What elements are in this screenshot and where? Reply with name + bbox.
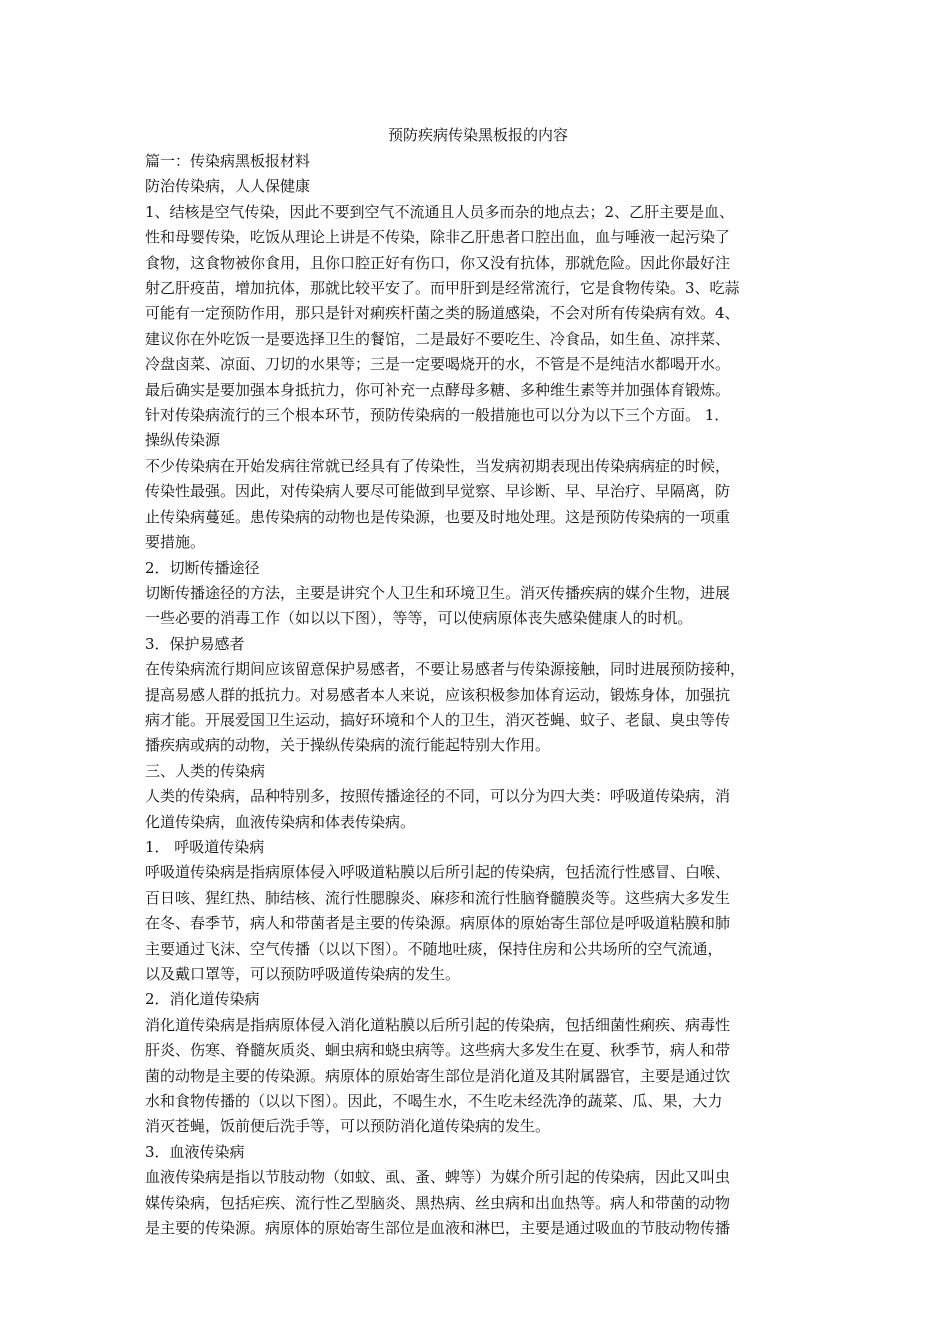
text-line: 主要通过飞沫、空气传播（以以下图）。不随地吐痰，保持住房和公共场所的空气流通，	[145, 939, 723, 958]
text-line: 止传染病蔓延。患传染病的动物也是传染源，也要及时地处理。这是预防传染病的一项重	[145, 507, 731, 526]
text-line: 3．血液传染病	[145, 1142, 245, 1161]
text-line: 防治传染病，人人保健康	[145, 177, 311, 196]
text-line: 针对传染病流行的三个根本环节，预防传染病的一般措施也可以分为以下三个方面。 1．	[145, 406, 730, 425]
text-line: 是主要的传染源。病原体的原始寄生部位是血液和淋巴，主要是通过吸血的节肢动物传播	[145, 1219, 731, 1238]
text-line: 化道传染病，血液传染病和体表传染病。	[145, 812, 416, 831]
text-line: 病才能。开展爱国卫生运动，搞好环境和个人的卫生，消灭苍蝇、蚊子、老鼠、臭虫等传	[145, 710, 731, 729]
text-line: 要措施。	[145, 533, 206, 552]
text-line: 不少传染病在开始发病往常就已经具有了传染性，当发病初期表现出传染病病症的时候，	[145, 456, 731, 475]
text-line: 冷盘卤菜、凉面、刀切的水果等；三是一定要喝烧开的水，不管是不是纯洁水都喝开水。	[145, 355, 731, 374]
text-line: 2．消化道传染病	[145, 990, 260, 1009]
text-line: 最后确实是要加强本身抵抗力，你可补充一点酵母多糖、多种维生素等并加强体育锻炼。	[145, 380, 731, 399]
text-line: 切断传播途径的方法，主要是讲究个人卫生和环境卫生。消灭传播疾病的媒介生物，进展	[145, 583, 731, 602]
text-line: 1． 呼吸道传染病	[145, 837, 265, 856]
text-line: 一些必要的消毒工作（如以以下图），等等，可以使病原体丧失感染健康人的时机。	[145, 609, 693, 628]
document-body	[145, 149, 811, 1241]
text-line: 1、结核是空气传染，因此不要到空气不流通且人员多而杂的地点去；2、乙肝主要是血、	[145, 202, 735, 221]
document-page	[145, 123, 811, 1241]
text-line: 篇一：传染病黑板报材料	[145, 152, 311, 170]
text-line: 传染性最强。因此，对传染病人要尽可能做到早觉察、早诊断、早、早治疗、早隔离，防	[145, 482, 731, 501]
text-line: 消化道传染病是指病原体侵入消化道粘膜以后所引起的传染病，包括细菌性痢疾、病毒性	[145, 1015, 731, 1034]
text-line: 血液传染病是指以节肢动物（如蚊、虱、蚤、蜱等）为媒介所引起的传染病，因此又叫虫	[145, 1168, 731, 1187]
text-line: 在冬、春季节，病人和带菌者是主要的传染源。病原体的原始寄生部位是呼吸道粘膜和肺	[145, 914, 731, 933]
text-line: 肝炎、伤寒、脊髓灰质炎、蛔虫病和蛲虫病等。这些病大多发生在夏、秋季节，病人和带	[145, 1041, 731, 1060]
text-line: 媒传染病，包括疟疾、流行性乙型脑炎、黑热病、丝虫病和出血热等。病人和带菌的动物	[145, 1193, 731, 1212]
text-line: 性和母婴传染，吃饭从理论上讲是不传染，除非乙肝患者口腔出血，血与唾液一起污染了	[145, 228, 731, 247]
text-line: 可能有一定预防作用，那只是针对痢疾杆菌之类的肠道感染，不会对所有传染病有效。4、	[145, 304, 740, 323]
text-line: 呼吸道传染病是指病原体侵入呼吸道粘膜以后所引起的传染病，包括流行性感冒、白喉、	[145, 863, 731, 882]
document-title: 预防疾病传染黑板报的内容	[387, 126, 568, 144]
text-line: 播疾病或病的动物，关于操纵传染病的流行能起特别大作用。	[145, 736, 551, 755]
text-line: 2．切断传播途径	[145, 558, 260, 577]
text-line: 食物，这食物被你食用，且你口腔正好有伤口，你又没有抗体，那就危险。因此你最好注	[145, 253, 731, 272]
text-line: 菌的动物是主要的传染源。病原体的原始寄生部位是消化道及其附属器官，主要是通过饮	[145, 1066, 731, 1085]
text-line: 提高易感人群的抵抗力。对易感者本人来说，应该积极参加体育运动，锻炼身体，加强抗	[145, 685, 731, 704]
text-line: 消灭苍蝇，饭前便后洗手等，可以预防消化道传染病的发生。	[145, 1117, 551, 1136]
text-line: 在传染病流行期间应该留意保护易感者，不要让易感者与传染源接触，同时进展预防接种，	[145, 660, 746, 679]
text-line: 水和食物传播的（以以下图）。因此，不喝生水，不生吃未经洗净的蔬菜、瓜、果，大力	[145, 1092, 723, 1111]
text-line: 百日咳、猩红热、肺结核、流行性腮腺炎、麻疹和流行性脑脊髓膜炎等。这些病大多发生	[145, 888, 731, 907]
text-line: 三、人类的传染病	[145, 761, 266, 780]
text-line: 以及戴口罩等，可以预防呼吸道传染病的发生。	[145, 965, 461, 983]
text-line: 操纵传染源	[145, 431, 221, 450]
text-line: 3．保护易感者	[145, 634, 245, 653]
text-line: 人类的传染病，品种特别多，按照传播途径的不同，可以分为四大类：呼吸道传染病，消	[145, 787, 731, 806]
text-line: 射乙肝疫苗，增加抗体，那就比较平安了。而甲肝到是经常流行，它是食物传染。3、吃蒜	[145, 279, 740, 298]
text-line: 建议你在外吃饭一是要选择卫生的餐馆，二是最好不要吃生、冷食品，如生鱼、凉拌菜、	[145, 329, 731, 348]
